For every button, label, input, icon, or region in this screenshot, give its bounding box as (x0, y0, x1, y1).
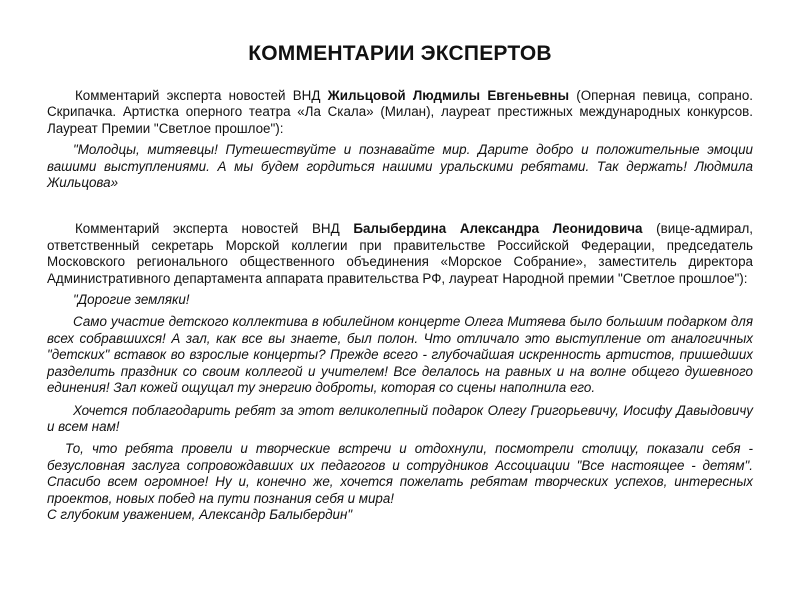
expert2-name: Балыбердина Александра Леонидовича (353, 221, 643, 237)
expert1-suffix: (Оперная певица, сопрано. Скрипачка. Артистка оперного театра «Ла Скала» (Милан), лауреат престижных международных конкурсов. Лауреат Премии "Светлое прошлое"): (47, 88, 753, 136)
expert2-prefix: Комментарий эксперта новостей ВНД (75, 221, 354, 237)
expert2-signature: С глубоким уважением, Александр Балыбердин" (47, 506, 353, 522)
expert1-quote: "Молодцы, митяевцы! Путешествуйте и познавайте мир. Дарите добро и положительные эмоции вашими выступлениями. А мы будем гордиться нашими уральскими ребятами. Так держать! Людмила Жильцова» (47, 142, 753, 191)
page-title: КОММЕНТАРИИ ЭКСПЕРТОВ (248, 42, 552, 65)
expert2-paragraph-2: Хочется поблагодарить ребят за этот великолепный подарок Олегу Григорьевичу, Иосифу Давыдовичу и всем нам! (47, 402, 753, 434)
expert1-prefix: Комментарий эксперта новостей ВНД (75, 88, 328, 103)
expert2-suffix: (вице-адмирал, ответственный секретарь Морской коллегии при правительстве Российской Федерации, председатель Московского регионального общественного объединения «Морское Собрание», заместитель директора Административного департамента аппарата правительства РФ, лауреат Народной премии "Светлое прошлое"): (47, 221, 753, 286)
expert2-greeting: "Дорогие земляки! (73, 292, 190, 308)
expert1-name: Жильцовой Людмилы Евгеньевны (327, 88, 570, 103)
section-divider (47, 191, 753, 221)
expert1-intro (47, 88, 753, 137)
expert2-intro (47, 221, 753, 287)
content-body (47, 88, 753, 523)
expert2-paragraph-1: Само участие детского коллектива в юбилейном концерте Олега Митяева было большим подарком для всех собравшихся! А зал, как все вы знаете, был полон. Что отличало это выступление от аналогичных "детских" вставок во взрослые концерты? Прежде всего - глубочайшая искренность артистов, пришедших разделить праздник со своим коллегой и учителем! Все делалось на равных и на волне общего душевного единения! Зал кожей ощущал ту энергию доброты, которая со сцены наполнила его. (47, 314, 753, 396)
expert2-paragraph-3: То, что ребята провели и творческие встречи и отдохнули, посмотрели столицу, показали себя - безусловная заслуга сопровождавших их педагогов и сотрудников Ассоциации "Все настоящее - детям". Спасибо всем огромное! Ну и, конечно же, хочется пожелать ребятам творческих успехов, интересных проектов, новых побед на пути познания себя и мира! (47, 441, 753, 506)
